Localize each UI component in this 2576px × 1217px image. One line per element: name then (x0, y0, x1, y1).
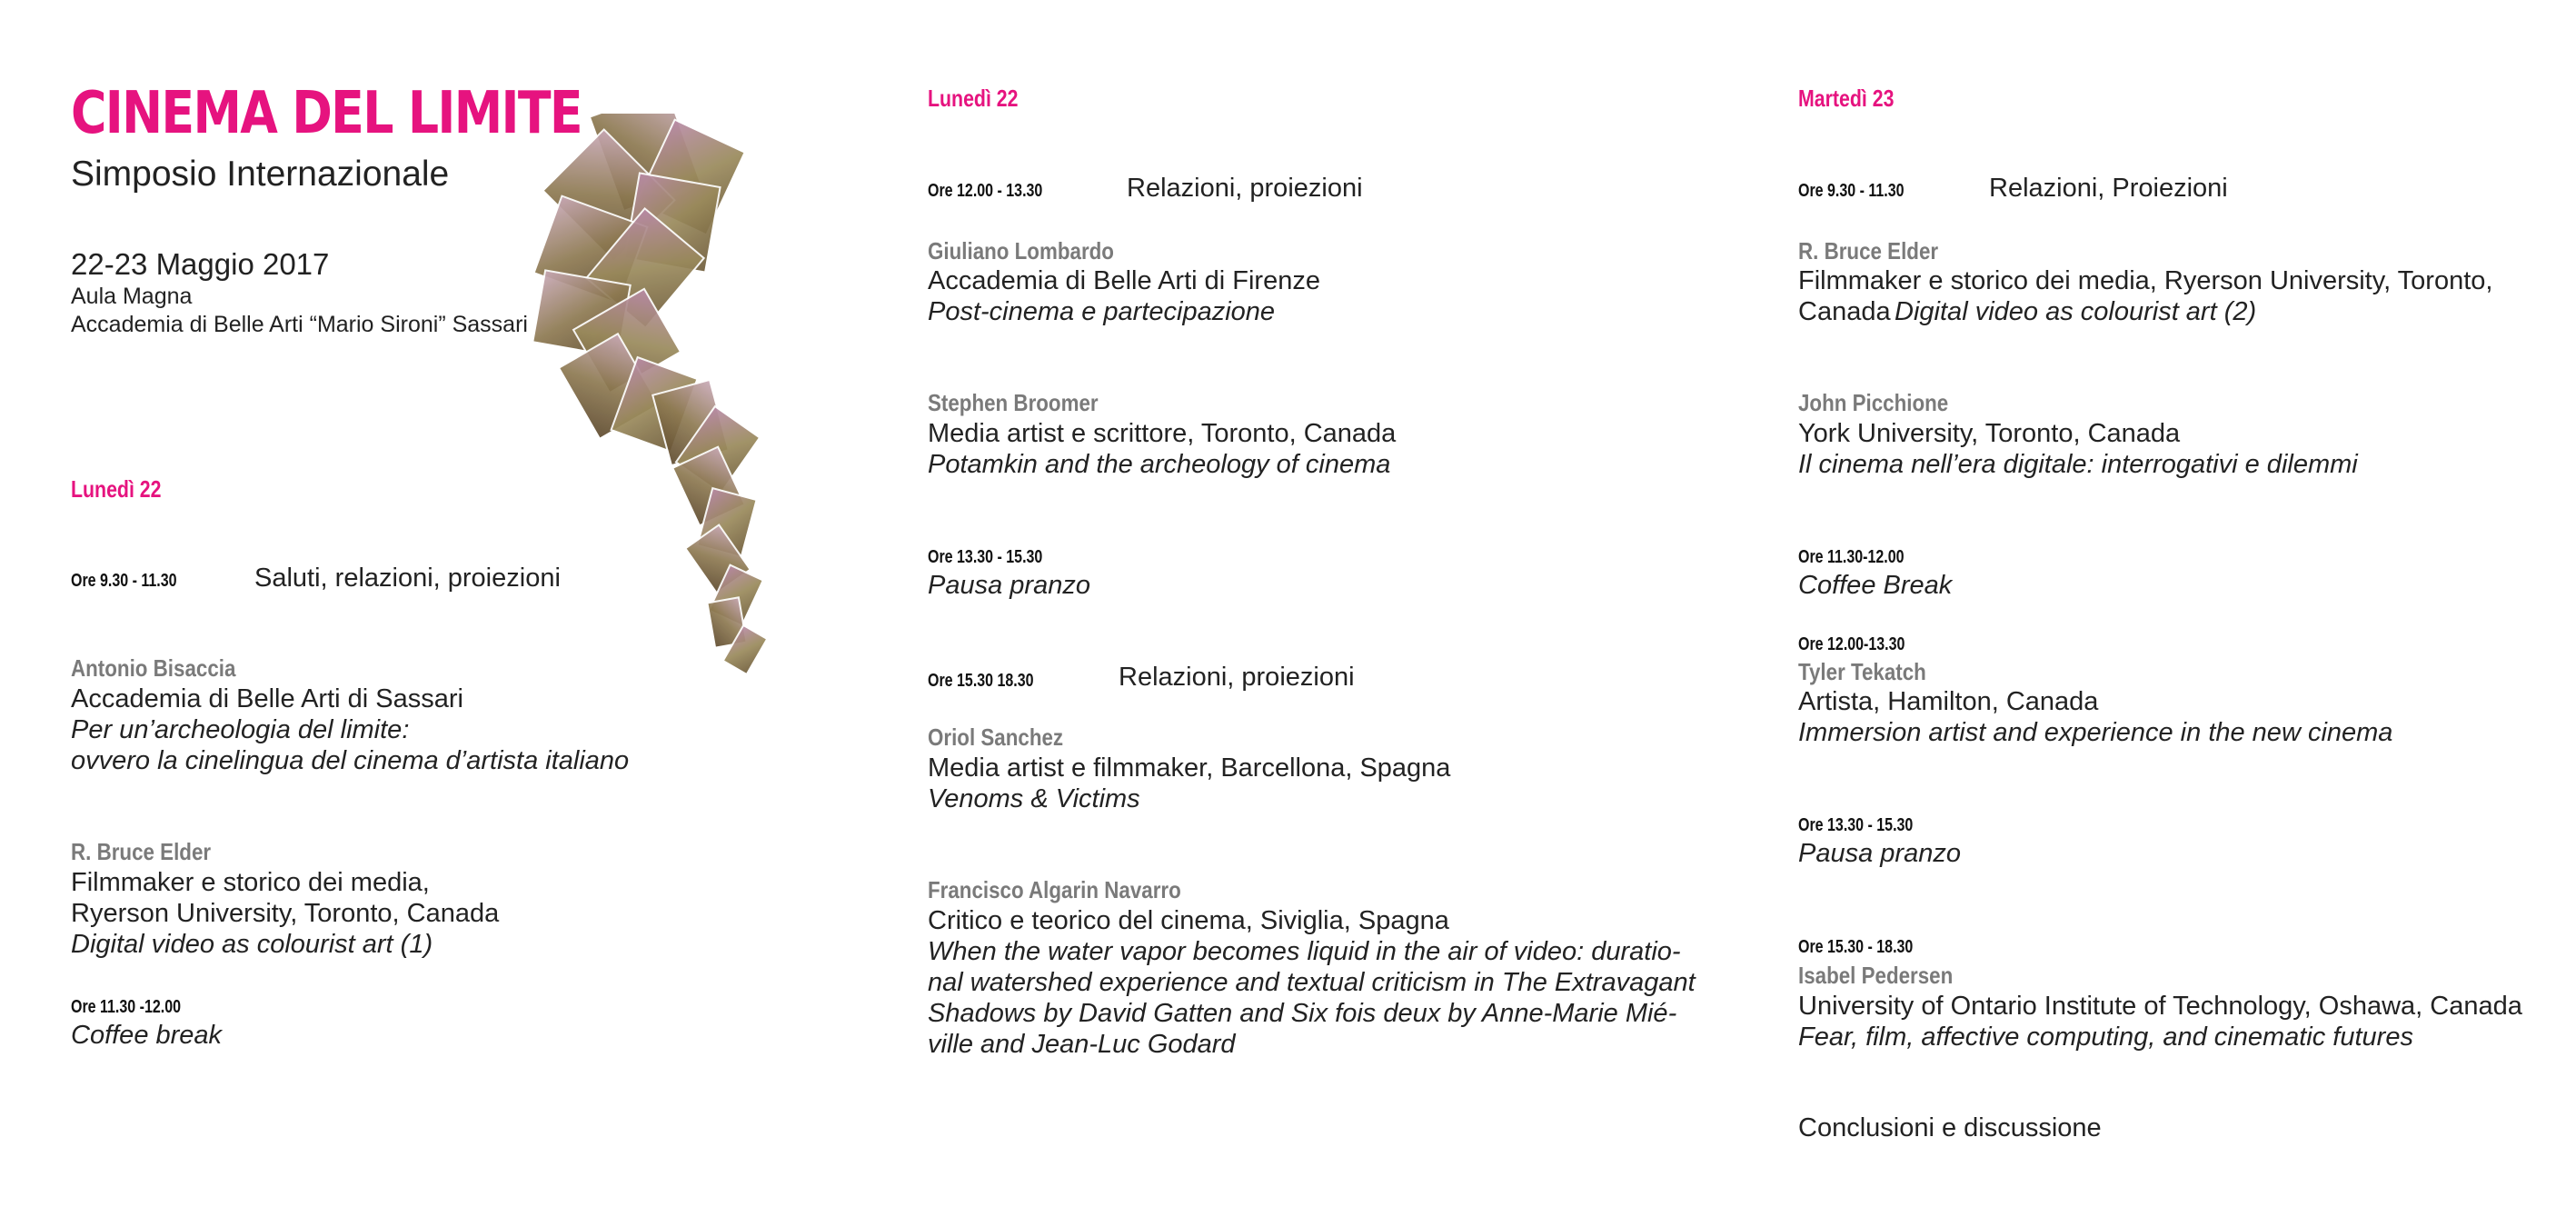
collage-artwork (509, 114, 836, 713)
talk-title: Immersion artist and experience in the new cinema (1798, 718, 2393, 747)
session-time: Ore 15.30 18.30 (928, 671, 1034, 691)
event-dates: 22-23 Maggio 2017 (71, 247, 330, 281)
speaker-affiliation: Critico e teorico del cinema, Siviglia, Spagna (928, 906, 1449, 935)
speaker-name: Isabel Pedersen (1798, 962, 1954, 989)
speaker-affiliation: Accademia di Belle Arti di Sassari (71, 684, 463, 713)
session-title: Saluti, relazioni, proiezioni (254, 564, 561, 593)
poster-title: CINEMA DEL LIMITE (71, 80, 582, 147)
talk-title: Per un’archeologia del limite: (71, 715, 410, 744)
talk-title: Fear, film, affective computing, and cinematic futures (1798, 1022, 2413, 1052)
speaker-name: Oriol Sanchez (928, 723, 1064, 751)
speaker-name: Antonio Bisaccia (71, 654, 236, 682)
session-time: Ore 9.30 - 11.30 (71, 571, 177, 591)
speaker-affiliation: Filmmaker e storico dei media, Ryerson University, Toronto, (1798, 266, 2493, 295)
speaker-name: John Picchione (1798, 389, 1949, 416)
speaker-name: R. Bruce Elder (1798, 237, 1939, 264)
talk-title: ville and Jean-Luc Godard (928, 1030, 1236, 1059)
speaker-name: R. Bruce Elder (71, 838, 212, 865)
speaker-name: Stephen Broomer (928, 389, 1099, 416)
talk-title: When the water vapor becomes liquid in the air of video: duratio- (928, 937, 1681, 966)
talk-title: Venoms & Victims (928, 784, 1140, 813)
session-time: Ore 13.30 - 15.30 (928, 547, 1043, 567)
session-time: Ore 9.30 - 11.30 (1798, 181, 1905, 201)
session-time: Ore 11.30 -12.00 (71, 997, 181, 1017)
closing-session: Conclusioni e discussione (1798, 1113, 2102, 1142)
talk-title: Digital video as colourist art (1) (71, 930, 433, 959)
session-title: Relazioni, proiezioni (1119, 663, 1355, 692)
speaker-affiliation: Media artist e scrittore, Toronto, Canada (928, 419, 1397, 448)
affiliation-and-talk (1798, 297, 2256, 327)
speaker-name: Giuliano Lombardo (928, 237, 1114, 264)
talk-title: Digital video as colourist art (2) (1895, 297, 2257, 326)
speaker-affiliation: Canada (1798, 297, 1891, 326)
speaker-affiliation: Filmmaker e storico dei media, (71, 868, 430, 897)
session-title: Relazioni, Proiezioni (1989, 174, 2228, 203)
talk-title: nal watershed experience and textual criticism in The Extravagant (928, 968, 1696, 997)
break-title: Coffee Break (1798, 571, 1953, 600)
talk-title: Shadows by David Gatten and Six fois deux by Anne-Marie Mié- (928, 999, 1677, 1028)
break-title: Pausa pranzo (928, 571, 1090, 600)
break-title: Coffee break (71, 1021, 223, 1050)
day-heading-monday: Lunedì 22 (928, 85, 1019, 112)
speaker-affiliation: Artista, Hamilton, Canada (1798, 687, 2099, 716)
session-time: Ore 13.30 - 15.30 (1798, 815, 1914, 835)
speaker-affiliation: University of Ontario Institute of Technology, Oshawa, Canada (1798, 992, 2522, 1021)
talk-title: Potamkin and the archeology of cinema (928, 450, 1391, 479)
talk-title: ovvero la cinelingua del cinema d’artista italiano (71, 746, 630, 775)
talk-title: Il cinema nell’era digitale: interrogativi e dilemmi (1798, 450, 2358, 479)
speaker-affiliation: Accademia di Belle Arti di Firenze (928, 266, 1320, 295)
poster-subtitle: Simposio Internazionale (71, 155, 450, 194)
session-time: Ore 12.00-13.30 (1798, 634, 1905, 654)
day-heading-tuesday: Martedì 23 (1798, 85, 1895, 112)
speaker-affiliation: Media artist e filmmaker, Barcellona, Spagna (928, 753, 1451, 783)
session-time: Ore 12.00 - 13.30 (928, 181, 1043, 201)
session-time: Ore 11.30-12.00 (1798, 547, 1905, 567)
venue-hall: Aula Magna (71, 284, 193, 309)
session-title: Relazioni, proiezioni (1127, 174, 1363, 203)
session-time: Ore 15.30 - 18.30 (1798, 937, 1914, 957)
speaker-name: Tyler Tekatch (1798, 658, 1926, 685)
day-heading-monday: Lunedì 22 (71, 475, 162, 503)
venue-institution: Accademia di Belle Arti “Mario Sironi” Sassari (71, 312, 528, 337)
break-title: Pausa pranzo (1798, 839, 1961, 868)
speaker-name: Francisco Algarin Navarro (928, 876, 1181, 903)
speaker-affiliation: Ryerson University, Toronto, Canada (71, 899, 500, 928)
speaker-affiliation: York University, Toronto, Canada (1798, 419, 2181, 448)
talk-title: Post-cinema e partecipazione (928, 297, 1276, 326)
